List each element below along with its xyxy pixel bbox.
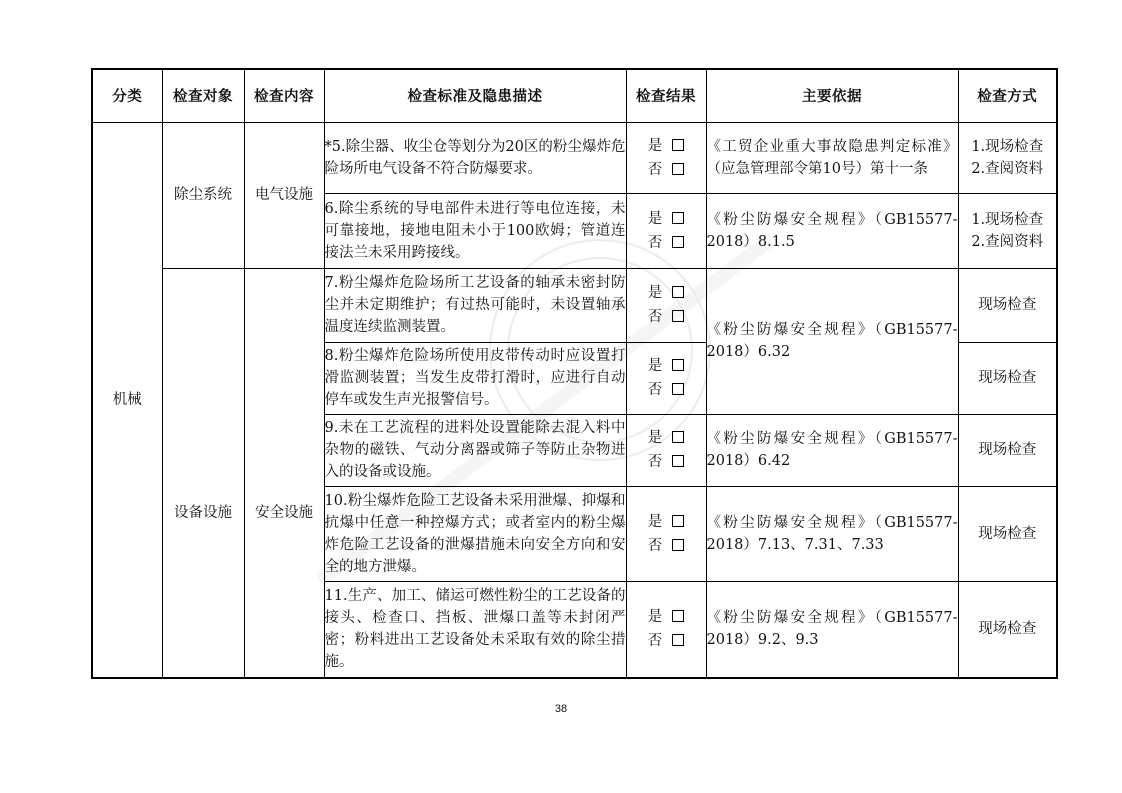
checkbox-yes[interactable] xyxy=(672,610,684,622)
header-content: 检查内容 xyxy=(244,69,324,122)
checkbox-yes[interactable] xyxy=(672,515,684,527)
table-row xyxy=(92,268,1057,342)
method-cell: 现场检查 xyxy=(958,581,1057,678)
check-result-cell xyxy=(626,342,706,414)
header-object: 检查对象 xyxy=(162,69,244,122)
check-no-option[interactable]: 否 xyxy=(627,629,706,653)
checkbox-no[interactable] xyxy=(672,455,684,467)
check-yes-option[interactable]: 是 xyxy=(627,354,706,378)
method-cell: 1.现场检查 2.查阅资料 xyxy=(958,122,1057,193)
check-no-option[interactable]: 否 xyxy=(627,305,706,329)
content-cell-electrical: 电气设施 xyxy=(244,122,324,268)
check-no-option[interactable]: 否 xyxy=(627,450,706,474)
checkbox-yes[interactable] xyxy=(672,212,684,224)
method-cell: 1.现场检查 2.查阅资料 xyxy=(958,193,1057,268)
checkbox-yes[interactable] xyxy=(672,431,684,443)
check-result-cell xyxy=(626,193,706,268)
header-standard: 检查标准及隐患描述 xyxy=(324,69,626,122)
basis-cell: 《粉尘防爆安全规程》（GB15577-2018）9.2、9.3 xyxy=(706,581,958,678)
table-row xyxy=(92,122,1057,193)
checkbox-no[interactable] xyxy=(672,163,684,175)
method-cell: 现场检查 xyxy=(958,342,1057,414)
check-result-cell xyxy=(626,486,706,581)
method-cell: 现场检查 xyxy=(958,414,1057,486)
check-no-option[interactable]: 否 xyxy=(627,534,706,558)
check-yes-option[interactable]: 是 xyxy=(627,134,706,158)
method-cell: 现场检查 xyxy=(958,268,1057,342)
header-result: 检查结果 xyxy=(626,69,706,122)
check-result-cell xyxy=(626,122,706,193)
content-cell-safety: 安全设施 xyxy=(244,268,324,678)
object-cell-dust-system: 除尘系统 xyxy=(162,122,244,268)
checkbox-no[interactable] xyxy=(672,236,684,248)
checkbox-no[interactable] xyxy=(672,539,684,551)
check-no-option[interactable]: 否 xyxy=(627,158,706,182)
header-category: 分类 xyxy=(92,69,162,122)
category-cell: 机械 xyxy=(92,122,162,678)
checkbox-no[interactable] xyxy=(672,310,684,322)
check-yes-option[interactable]: 是 xyxy=(627,281,706,305)
table-header-row xyxy=(92,69,1057,122)
standard-description: 8.粉尘爆炸危险场所使用皮带传动时应设置打滑监测装置；当发生皮带打滑时，应进行自动停车或发生声光报警信号。 xyxy=(324,342,626,414)
page-number: 38 xyxy=(554,703,568,715)
check-yes-option[interactable]: 是 xyxy=(627,426,706,450)
checkbox-no[interactable] xyxy=(672,383,684,395)
check-result-cell xyxy=(626,581,706,678)
method-cell: 现场检查 xyxy=(958,486,1057,581)
basis-cell: 《粉尘防爆安全规程》（GB15577-2018）6.32 xyxy=(706,268,958,414)
check-yes-option[interactable]: 是 xyxy=(627,605,706,629)
standard-description: 10.粉尘爆炸危险工艺设备未采用泄爆、抑爆和抗爆中任意一种控爆方式；或者室内的粉尘爆炸危险工艺设备的泄爆措施未向安全方向和安全的地方泄爆。 xyxy=(324,486,626,581)
basis-cell: 《工贸企业重大事故隐患判定标准》（应急管理部令第10号）第十一条 xyxy=(706,122,958,193)
header-basis: 主要依据 xyxy=(706,69,958,122)
standard-description: 7.粉尘爆炸危险场所工艺设备的轴承未密封防尘并未定期维护；有过热可能时，未设置轴承温度连续监测装置。 xyxy=(324,268,626,342)
check-result-cell xyxy=(626,414,706,486)
inspection-table xyxy=(91,68,1058,679)
checkbox-no[interactable] xyxy=(672,634,684,646)
check-result-cell xyxy=(626,268,706,342)
standard-description: 6.除尘系统的导电部件未进行等电位连接，未可靠接地，接地电阻未小于100欧姆；管道连接法兰未采用跨接线。 xyxy=(324,193,626,268)
object-cell-equipment: 设备设施 xyxy=(162,268,244,678)
check-no-option[interactable]: 否 xyxy=(627,378,706,402)
header-method: 检查方式 xyxy=(958,69,1057,122)
check-no-option[interactable]: 否 xyxy=(627,231,706,255)
checkbox-yes[interactable] xyxy=(672,286,684,298)
check-yes-option[interactable]: 是 xyxy=(627,207,706,231)
standard-description: 11.生产、加工、储运可燃性粉尘的工艺设备的接头、检查口、挡板、泄爆口盖等未封闭严密；粉料进出工艺设备处未采取有效的除尘措施。 xyxy=(324,581,626,678)
checkbox-yes[interactable] xyxy=(672,139,684,151)
standard-description: 9.未在工艺流程的进料处设置能除去混入料中杂物的磁铁、气动分离器或筛子等防止杂物进入的设备或设施。 xyxy=(324,414,626,486)
basis-cell: 《粉尘防爆安全规程》（GB15577-2018）6.42 xyxy=(706,414,958,486)
standard-description: *5.除尘器、收尘仓等划分为20区的粉尘爆炸危险场所电气设备不符合防爆要求。 xyxy=(324,122,626,193)
basis-cell: 《粉尘防爆安全规程》（GB15577-2018）7.13、7.31、7.33 xyxy=(706,486,958,581)
basis-cell: 《粉尘防爆安全规程》（GB15577-2018）8.1.5 xyxy=(706,193,958,268)
check-yes-option[interactable]: 是 xyxy=(627,510,706,534)
checkbox-yes[interactable] xyxy=(672,359,684,371)
